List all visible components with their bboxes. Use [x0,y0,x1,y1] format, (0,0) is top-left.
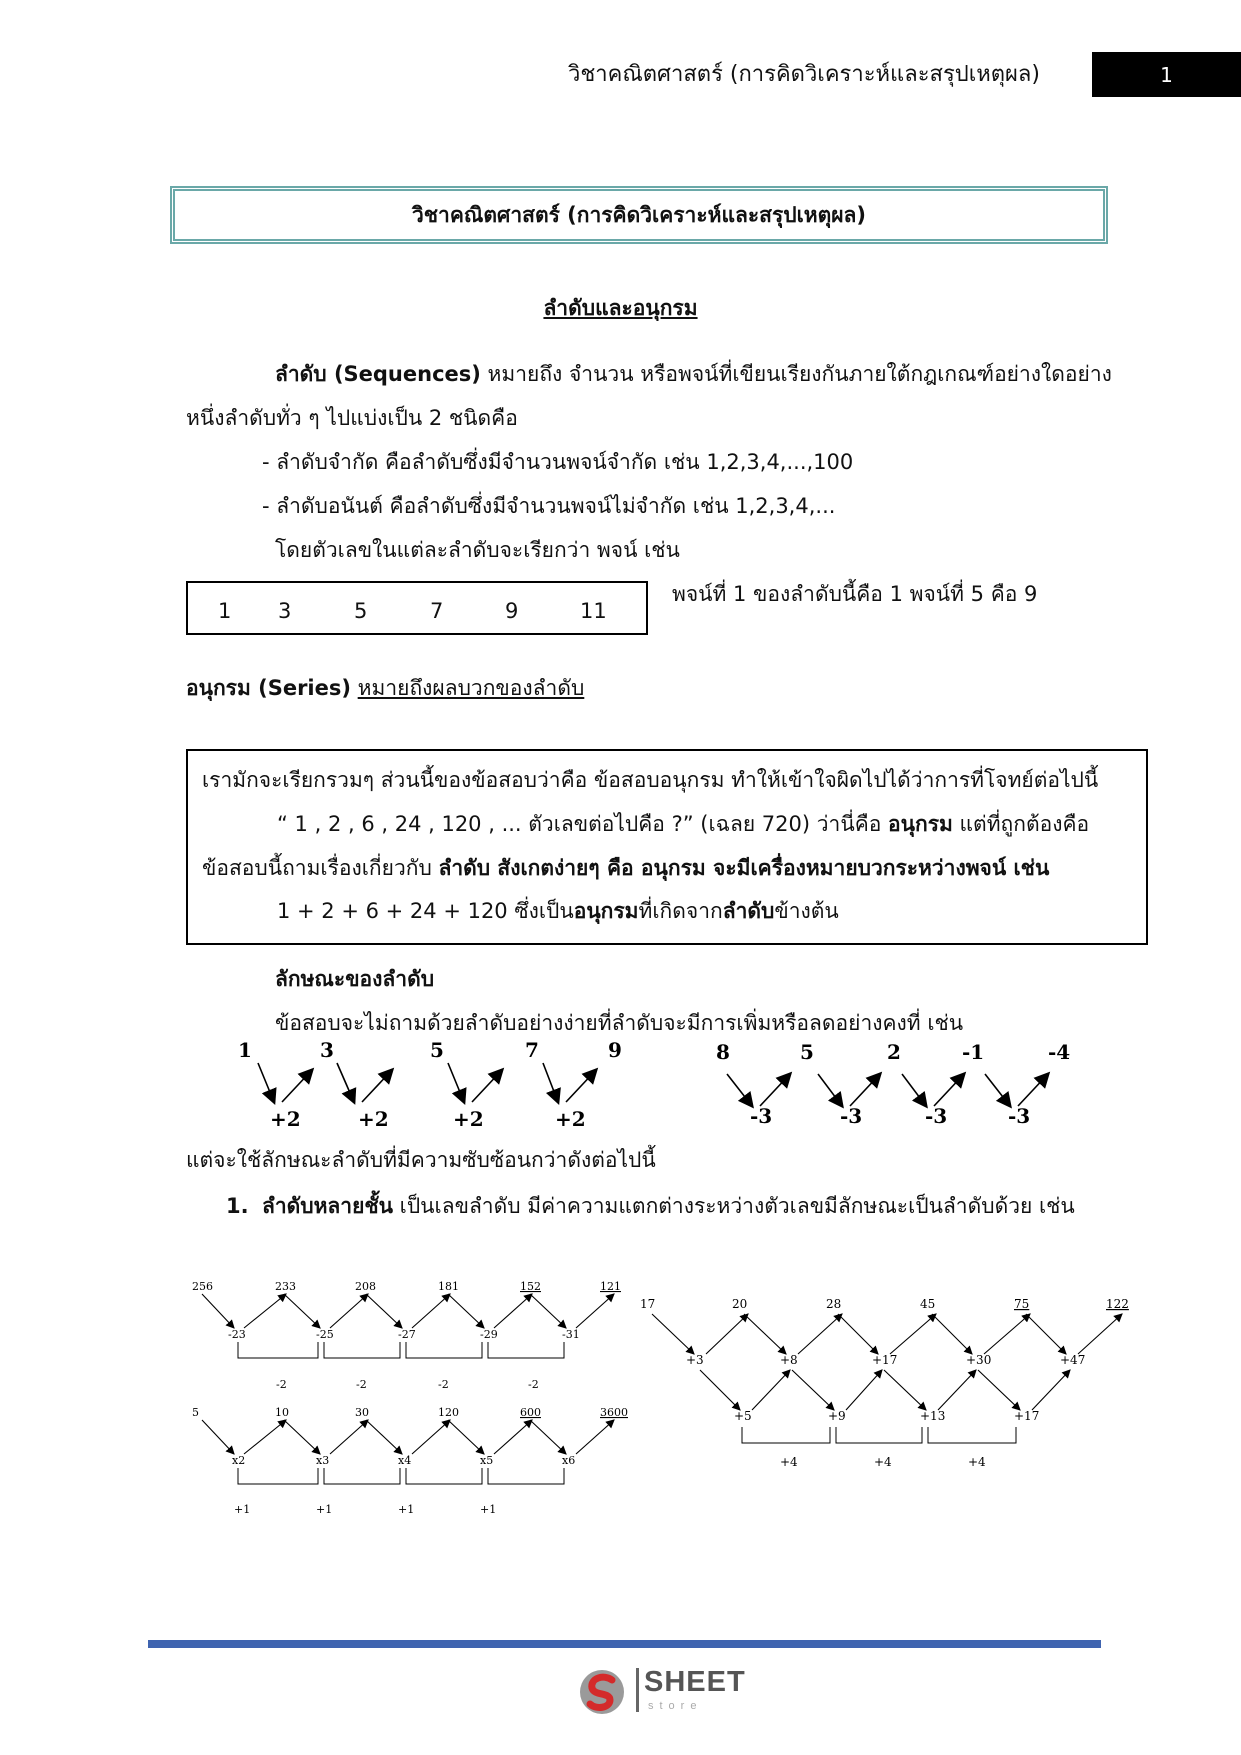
characteristics-intro: ข้อสอบจะไม่ถามด้วยลำดับอย่างง่ายที่ลำดับจะมีการเพิ่มหรือลดอย่างคงที่ เช่น [275,1011,964,1035]
inc-diff: +2 [270,1107,301,1131]
document-title-frame [170,186,1108,244]
diagram-a-diff2: -2 [438,1378,449,1391]
diagram-a-term: 233 [275,1280,296,1293]
diagram-b-diff2: +1 [480,1503,497,1516]
up-arrow [1018,1074,1048,1106]
ladder-up-arrow [494,1294,532,1328]
dec-term: -4 [1048,1040,1071,1064]
down-arrow [902,1074,926,1106]
ladder-c2-up [938,1370,976,1410]
ladder-c-bracket [928,1427,1016,1443]
ladder-c-up [984,1314,1030,1354]
note-line4-text: 1 + 2 + 6 + 24 + 120 ซึ่งเป็น [277,899,574,923]
down-arrow [337,1063,354,1102]
note-line3-bold: ลำดับ สังเกตง่ายๆ คือ อนุกรม จะมีเครื่องหมายบวกระหว่างพจน์ เช่น [438,856,1050,880]
sequence-def-line2: หนึ่งลำดับทั่ว ๆ ไปแบ่งเป็น 2 ชนิดคือ [186,406,518,430]
diagram-b-term: 5 [192,1406,199,1419]
diagram-b-diff1: x6 [562,1454,576,1467]
ladder-c-up [706,1314,748,1354]
ladder-bracket [324,1468,400,1484]
ladder-down-arrow [284,1420,320,1454]
ladder-bracket [406,1342,482,1358]
ladder-c-down [838,1314,878,1354]
diagram-c-diff1: +47 [1060,1353,1086,1367]
page-number: 1 [1092,52,1241,97]
multilevel-heading [226,1192,1075,1220]
diagram-b-diff1: x4 [398,1454,412,1467]
ladder-c-bracket [742,1427,830,1443]
ladder-c2-down [884,1370,926,1410]
diagram-c-diff1: +3 [686,1353,704,1367]
dec-diff: -3 [750,1104,773,1128]
ladder-down-arrow [366,1420,402,1454]
diagram-b-term: 600 [520,1406,541,1419]
inc-term: 1 [238,1038,252,1062]
ladder-c2-down [978,1370,1020,1410]
up-arrow [472,1070,502,1102]
ladder-bracket [406,1468,482,1484]
down-arrow [985,1074,1010,1106]
diagram-b [192,1406,628,1516]
ladder-up-arrow [244,1420,286,1454]
bullet-infinite: - ลำดับอนันต์ คือลำดับซึ่งมีจำนวนพจน์ไม่จำกัด เช่น 1,2,3,4,... [262,494,836,518]
diagram-a-term: 152 [520,1280,541,1293]
diagram-a-term: 208 [355,1280,376,1293]
multilevel-term: ลำดับหลายชั้น [261,1194,393,1218]
diagram-c-diff3: +4 [874,1455,892,1469]
down-arrow [818,1074,842,1106]
footer-rule [148,1640,1101,1648]
ladder-c-down [932,1314,972,1354]
diagram-c-diff1: +17 [872,1353,898,1367]
note-line4 [277,897,839,925]
note-line2 [277,810,1089,838]
diagram-a-diff1: -25 [316,1328,334,1341]
ladder-down-arrow [202,1294,234,1328]
ladder-up-arrow [412,1420,450,1454]
diagram-a-diff2: -2 [276,1378,287,1391]
example-term: 1 [218,599,232,623]
example-sequence-box [186,581,648,635]
characteristics-heading: ลักษณะของลำดับ [275,967,435,991]
ladder-c-up [1078,1314,1122,1354]
ladder-bracket [488,1342,564,1358]
ladder-up-arrow [576,1294,614,1328]
diagram-a-diff1: -31 [562,1328,580,1341]
note-line2-end: แต่ที่ถูกต้องคือ [952,812,1090,836]
ladder-c2-down [792,1370,834,1410]
ladder-down-arrow [366,1294,402,1328]
series-def [186,674,584,702]
ladder-down-arrow [202,1420,234,1454]
up-arrow [934,1074,964,1106]
diagram-b-diff2: +1 [316,1503,333,1516]
ladder-bracket [238,1468,318,1484]
diagram-b-diff1: x2 [232,1454,246,1467]
document-title: วิชาคณิตศาสตร์ (การคิดวิเคราะห์และสรุปเหตุผล) [412,202,866,227]
increasing-zigzag [258,1063,596,1102]
diagram-a-diff2: -2 [528,1378,539,1391]
ladder-down-arrow [448,1420,484,1454]
up-arrow [362,1070,392,1102]
note-line4-end: ข้างต้น [774,899,839,923]
inc-term: 3 [320,1038,334,1062]
diagram-a-term: 181 [438,1280,459,1293]
footer-brand: SHEET [644,1666,746,1698]
down-arrow [258,1063,274,1102]
note-line2-bold: อนุกรม [888,812,953,836]
bullet-finite: - ลำดับจำกัด คือลำดับซึ่งมีจำนวนพจน์จำกัด เช่น 1,2,3,4,...,100 [262,450,854,474]
ladder-down-arrow [284,1294,320,1328]
diagram-a-diff1: -27 [398,1328,416,1341]
ladder-bracket [238,1342,318,1358]
diagram-c-diff1: +8 [780,1353,798,1367]
ladder-up-arrow [412,1294,450,1328]
ladder-up-arrow [576,1420,614,1454]
ladder-up-arrow [330,1420,368,1454]
ladder-c2-down [700,1370,740,1410]
diagram-b-diff2: +1 [398,1503,415,1516]
ladder-c-down [652,1314,694,1354]
dec-diff: -3 [840,1104,863,1128]
decreasing-zigzag [727,1074,1048,1106]
ladder-down-arrow [448,1294,484,1328]
diagram-c-term: 122 [1106,1297,1129,1311]
dec-term: 5 [800,1040,814,1064]
logo-divider [636,1668,639,1712]
down-arrow [727,1074,752,1106]
footer-logo [576,1666,746,1718]
note-line3 [202,854,1049,882]
example-term: 9 [505,599,519,623]
sheet-logo-icon [576,1666,628,1718]
up-arrow [760,1074,790,1106]
ladder-bracket [488,1468,564,1484]
inc-diff: +2 [358,1107,389,1131]
example-term: 5 [354,599,368,623]
note-line3-text: ข้อสอบนี้ถามเรื่องเกี่ยวกับ [202,856,439,880]
diagram-b-diff2: +1 [234,1503,251,1516]
inc-term: 9 [608,1038,622,1062]
diagram-b-term: 10 [275,1406,289,1419]
diagram-a [192,1280,621,1391]
diagram-c-diff2: +17 [1014,1409,1040,1423]
diagram-c-diff2: +5 [734,1409,752,1423]
ladder-c2-up [1032,1370,1070,1410]
note-line4-bold1: อนุกรม [573,899,639,923]
dec-diff: -3 [925,1104,948,1128]
diagram-a-term: 121 [600,1280,621,1293]
diagram-c-diff1: +30 [966,1353,992,1367]
multilevel-diagrams [180,1270,1140,1520]
diagram-c-diff3: +4 [780,1455,798,1469]
diagram-c-term: 20 [732,1297,748,1311]
up-arrow [850,1074,880,1106]
inc-diff: +2 [555,1107,586,1131]
diagram-c-diff3: +4 [968,1455,986,1469]
ladder-c-up [890,1314,936,1354]
diagram-c-term: 28 [826,1297,842,1311]
diagram-b-term: 30 [355,1406,369,1419]
section-title: ลำดับและอนุกรม [543,296,698,320]
diagram-c-diff2: +13 [920,1409,946,1423]
note-line1: เรามักจะเรียกรวมๆ ส่วนนี้ของข้อสอบว่าคือ ข้อสอบอนุกรม ทำให้เข้าใจผิดไปได้ว่าการที่โจทย์ต่อไปนี้ [202,768,1099,792]
ladder-c-down [744,1314,786,1354]
down-arrow [543,1063,558,1102]
ladder-c-bracket [836,1427,922,1443]
series-term: อนุกรม (Series) [186,676,351,700]
diagram-b-diff1: x3 [316,1454,330,1467]
example-note: พจน์ที่ 1 ของลำดับนี้คือ 1 พจน์ที่ 5 คือ 9 [672,582,1038,606]
simple-sequence-diagrams [200,1030,1100,1140]
dec-term: -1 [962,1040,985,1064]
series-definition: หมายถึงผลบวกของลำดับ [357,676,585,700]
multilevel-desc: เป็นเลขลำดับ มีค่าความแตกต่างระหว่างตัวเลขมีลักษณะเป็นลำดับด้วย เช่น [393,1194,1075,1218]
sequence-def-line1 [275,360,1112,388]
example-term: 7 [430,599,444,623]
diagram-c-term: 45 [920,1297,936,1311]
dec-term: 8 [716,1040,730,1064]
ladder-bracket [324,1342,400,1358]
note-line4-bold2: ลำดับ [722,899,775,923]
sequence-term: ลำดับ (Sequences) [275,362,481,386]
inc-term: 7 [525,1038,539,1062]
ladder-up-arrow [330,1294,368,1328]
ladder-c-up [798,1314,842,1354]
sequence-def-text: หมายถึง จำนวน หรือพจน์ที่เขียนเรียงกันภายใต้กฎเกณฑ์อย่างใดอย่าง [480,362,1112,386]
inc-term: 5 [430,1038,444,1062]
up-arrow [566,1070,596,1102]
diagram-b-term: 120 [438,1406,459,1419]
diagram-b-term: 3600 [600,1406,628,1419]
multilevel-number: 1. [226,1194,249,1218]
note-line4-mid: ที่เกิดจาก [638,899,723,923]
down-arrow [448,1063,464,1102]
footer-brand-sub: store [648,1700,703,1712]
diagram-b-diff1: x5 [480,1454,494,1467]
example-term: 3 [278,599,292,623]
example-term: 11 [580,599,607,623]
inc-diff: +2 [453,1107,484,1131]
ladder-up-arrow [244,1294,286,1328]
ladder-down-arrow [530,1420,566,1454]
dec-term: 2 [887,1040,901,1064]
ladder-c2-up [846,1370,882,1410]
up-arrow [282,1070,312,1102]
diagram-a-diff1: -23 [228,1328,246,1341]
diagram-c-diff2: +9 [828,1409,846,1423]
ladder-up-arrow [494,1420,532,1454]
ladder-c2-up [752,1370,790,1410]
diagram-c-term: 75 [1014,1297,1030,1311]
note-line2-text: “ 1 , 2 , 6 , 24 , 120 , ... ตัวเลขต่อไปคือ ?” (เฉลย 720) ว่านี่คือ [277,812,889,836]
characteristics-after: แต่จะใช้ลักษณะลำดับที่มีความซับซ้อนกว่าดังต่อไปนี้ [186,1148,656,1172]
diagram-a-diff2: -2 [356,1378,367,1391]
ladder-c-down [1026,1314,1066,1354]
running-title: วิชาคณิตศาสตร์ (การคิดวิเคราะห์และสรุปเหตุผล) [567,62,1040,87]
diagram-c-term: 17 [640,1297,656,1311]
diagram-a-diff1: -29 [480,1328,498,1341]
dec-diff: -3 [1008,1104,1031,1128]
term-intro: โดยตัวเลขในแต่ละลำดับจะเรียกว่า พจน์ เช่น [275,538,680,562]
ladder-down-arrow [530,1294,566,1328]
diagram-a-term: 256 [192,1280,213,1293]
diagram-c [640,1297,1129,1469]
